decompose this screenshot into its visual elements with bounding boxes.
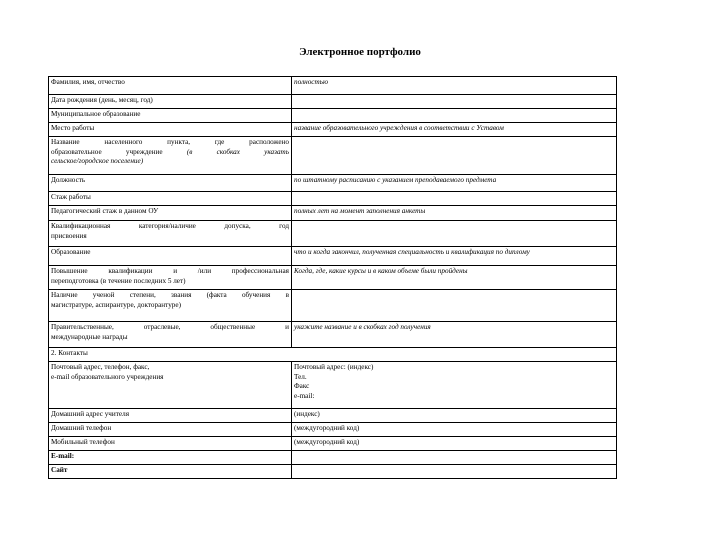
degree-label-line2: магистратуре, аспирантуре, докторантуре) — [51, 300, 181, 309]
training-label-line2: переподготовка (в течение последних 5 лет) — [51, 276, 186, 285]
table-row — [49, 437, 617, 451]
field-label-website: Сайт — [49, 465, 292, 479]
field-value-school-contacts[interactable] — [292, 362, 617, 409]
field-label-municipality: Муниципальное образование — [49, 109, 292, 123]
school-fax: Факс — [294, 382, 310, 390]
field-label-awards — [49, 322, 292, 348]
field-value-awards[interactable]: укажите название и в скобках год получения — [292, 322, 617, 348]
settlement-label-italic: (в скобках указать — [186, 147, 290, 156]
field-value-settlement[interactable] — [292, 137, 617, 175]
qualification-label-line2: присвоения — [51, 231, 87, 240]
field-label-workplace: Место работы — [49, 123, 292, 137]
page-title: Электронное портфолио — [299, 46, 421, 58]
table-row — [49, 322, 617, 348]
table-row — [49, 362, 617, 409]
field-label-training — [49, 266, 292, 290]
field-value-email[interactable] — [292, 451, 617, 465]
table-row — [49, 95, 617, 109]
field-label-birth-date: Дата рождения (день, месяц, год) — [49, 95, 292, 109]
school-postal-address: Почтовый адрес: (индекс) — [294, 363, 374, 371]
field-value-position[interactable]: по штатному расписанию с указанием преподаваемого предмета — [292, 175, 617, 192]
field-value-teaching-experience[interactable]: полных лет на момент заполнения анкеты — [292, 206, 617, 221]
table-row — [49, 77, 617, 95]
field-label-mobile-phone: Мобильный телефон — [49, 437, 292, 451]
table-row — [49, 109, 617, 123]
field-value-birth-date[interactable] — [292, 95, 617, 109]
field-label-home-phone: Домашний телефон — [49, 423, 292, 437]
table-row — [49, 175, 617, 192]
table-row — [49, 221, 617, 247]
training-label-line1: Повышение квалификации и /или профессиональная — [51, 267, 289, 275]
field-label-qualification — [49, 221, 292, 247]
field-label-degree — [49, 290, 292, 322]
portfolio-table — [48, 76, 617, 479]
settlement-label-line3: сельское/городское поселение) — [51, 157, 144, 165]
field-value-website[interactable] — [292, 465, 617, 479]
field-value-home-address[interactable]: (индекс) — [292, 409, 617, 423]
table-row — [49, 266, 617, 290]
field-label-email: E-mail: — [49, 451, 292, 465]
qualification-label-line1: Квалификационная категория/наличие допуска, год — [51, 222, 289, 230]
table-row — [49, 123, 617, 137]
field-label-school-contacts — [49, 362, 292, 409]
table-row — [49, 247, 617, 266]
field-value-mobile-phone[interactable]: (междугородний код) — [292, 437, 617, 451]
field-label-teaching-experience: Педагогический стаж в данном ОУ — [49, 206, 292, 221]
section-row — [49, 348, 617, 362]
school-phone: Тел. — [294, 372, 307, 381]
field-value-training[interactable]: Когда, где, какие курсы и в каком объеме были пройдены — [292, 266, 617, 290]
field-label-settlement — [49, 137, 292, 175]
settlement-label-line2-wrap — [51, 148, 289, 158]
field-value-workplace[interactable]: название образовательного учреждения в соответствии с Уставом — [292, 123, 617, 137]
table-row — [49, 423, 617, 437]
awards-label-line1: Правительственные, отраслевые, общественные и — [51, 323, 289, 331]
table-row — [49, 206, 617, 221]
table-row — [49, 137, 617, 175]
field-value-degree[interactable] — [292, 290, 617, 322]
field-label-education: Образование — [49, 247, 292, 266]
school-contacts-label-line1: Почтовый адрес, телефон, факс, — [51, 363, 150, 371]
field-label-position: Должность — [49, 175, 292, 192]
field-value-full-name[interactable]: полностью — [292, 77, 617, 95]
field-value-municipality[interactable] — [292, 109, 617, 123]
field-value-home-phone[interactable]: (междугородний код) — [292, 423, 617, 437]
field-value-qualification[interactable] — [292, 221, 617, 247]
table-row — [49, 451, 617, 465]
table-row — [49, 192, 617, 206]
field-label-experience: Стаж работы — [49, 192, 292, 206]
field-label-full-name: Фамилия, имя, отчество — [49, 77, 292, 95]
awards-label-line2: международные награды — [51, 332, 128, 341]
field-value-education[interactable]: что и когда закончил, полученная специальность и квалификация по диплому — [292, 247, 617, 266]
field-label-home-address: Домашний адрес учителя — [49, 409, 292, 423]
degree-label-line1: Наличие ученой степени, звания (факта обучения в — [51, 291, 289, 299]
table-row — [49, 409, 617, 423]
settlement-label-line2: образовательное учреждение — [51, 147, 163, 156]
settlement-label-line1: Название населенного пункта, где расположено — [51, 138, 289, 146]
table-row — [49, 465, 617, 479]
contacts-section-heading: 2. Контакты — [49, 348, 617, 362]
field-value-experience[interactable] — [292, 192, 617, 206]
school-email: e-mail: — [294, 391, 315, 400]
school-contacts-label-line2: e-mail образовательного учреждения — [51, 372, 164, 381]
table-row — [49, 290, 617, 322]
